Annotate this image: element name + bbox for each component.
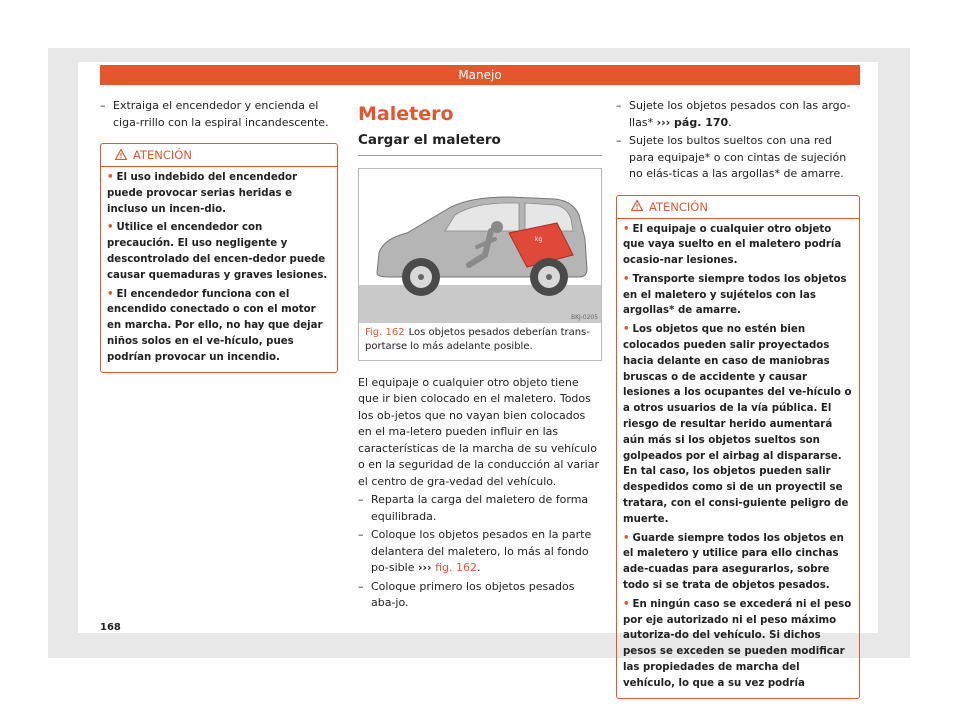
figure-link[interactable]: fig. 162 <box>435 561 477 574</box>
figure-label: Fig. 162 <box>365 326 405 338</box>
warning-item: • En ningún caso se excederá ni el peso por eje autorizado ni el peso máximo autoriza-do del vehículo. Si dichos pesos se exceden se pueden modificar las propiedades de marcha del vehículo, lo que a su vez podría <box>623 598 852 689</box>
list-item: – Extraiga el encendedor y encienda el ciga-rrillo con la espiral incandescente. <box>100 98 338 131</box>
warning-item: • El equipaje o cualquier otro objeto que vaya suelto en el maletero podría ocasio-nar lesiones. <box>623 223 842 267</box>
warning-box <box>100 143 338 373</box>
warning-title: ATENCIÓN <box>649 199 708 214</box>
arrow-ref: ››› <box>417 561 432 574</box>
page-link[interactable]: ››› pág. 170 <box>656 115 729 129</box>
figure-code: BKJ-0205 <box>571 313 599 321</box>
car-trunk-illustration <box>359 169 601 323</box>
list-item: – Sujete los objetos pesados con las argo-llas* ››› pág. 170. <box>616 98 860 131</box>
warning-item: • Los objetos que no estén bien colocados pueden salir proyectados hacia delante en caso de maniobras bruscas o de accidente y causar lesiones a los ocupantes del ve-hículo o a otros usuarios de la vía pública. El riesgo de resultar herido aumentará aún más si los objetos sueltos son golpeados por el airbag al dispararse. En tal caso, los objetos pueden salir despedidos como si de un proyectil se tratara, con el consi-guiente peligro de muerte. <box>623 324 852 525</box>
list-item: – Sujete los bultos sueltos con una red para equipaje* o con cintas de sujeción no elás-ticas a las argollas* de amarre. <box>616 133 860 183</box>
column-middle <box>358 98 602 614</box>
warning-box <box>616 195 860 699</box>
warning-header <box>617 196 859 219</box>
figure <box>358 168 602 361</box>
warning-item: • Transporte siempre todos los objetos en el maletero y sujételos con las argollas* de amarre. <box>623 273 847 317</box>
column-left <box>100 98 338 373</box>
section-title: Maletero <box>358 103 454 125</box>
subsection-title: Cargar el maletero <box>358 132 602 156</box>
figure-caption: Fig. 162 Los objetos pesados deberían trans-portarse lo más adelante posible. <box>365 326 590 352</box>
page-number: 168 <box>100 622 121 633</box>
warning-triangle-icon <box>115 145 127 167</box>
warning-triangle-icon <box>631 196 643 218</box>
list-item: – Coloque los objetos pesados en la parte delantera del maletero, lo más al fondo po-sible ››› fig. 162. <box>358 527 602 577</box>
chapter-header: Manejo <box>100 65 860 85</box>
warning-item: • El uso indebido del encendedor puede provocar serias heridas e incluso un incen-dio. <box>107 172 298 215</box>
warning-item: • Guarde siempre todos los objetos en el maletero y utilice para ello cinchas ade-cuadas para asegurarlos, sobre todo si se trata de objetos pesados. <box>623 532 844 592</box>
column-right <box>616 98 860 699</box>
warning-item: • Utilice el encendedor con precaución. El uso negligente y descontrolado del encen-dedor puede causar quemaduras y graves lesiones. <box>107 222 328 281</box>
warning-header <box>101 144 337 167</box>
list-item: – Coloque primero los objetos pesados aba-jo. <box>358 579 602 612</box>
list-item: – Reparta la carga del maletero de forma equilibrada. <box>358 492 602 525</box>
warning-title: ATENCIÓN <box>133 148 192 162</box>
body-paragraph: El equipaje o cualquier otro objeto tiene que ir bien colocado en el maletero. Todos los ob-jetos que no vayan bien colocados en el ma-letero pueden influir en las características de la marcha de su vehículo o en la seguridad de la conducción al variar el centro de gra-vedad del vehículo. <box>358 375 599 488</box>
warning-item: • El encendedor funciona con el encendido conectado o con el motor en marcha. Por ello, no hay que dejar niños solos en el ve-hículo, pues podrían provocar un incendio. <box>107 288 323 363</box>
svg-text:kg: kg <box>535 235 543 243</box>
